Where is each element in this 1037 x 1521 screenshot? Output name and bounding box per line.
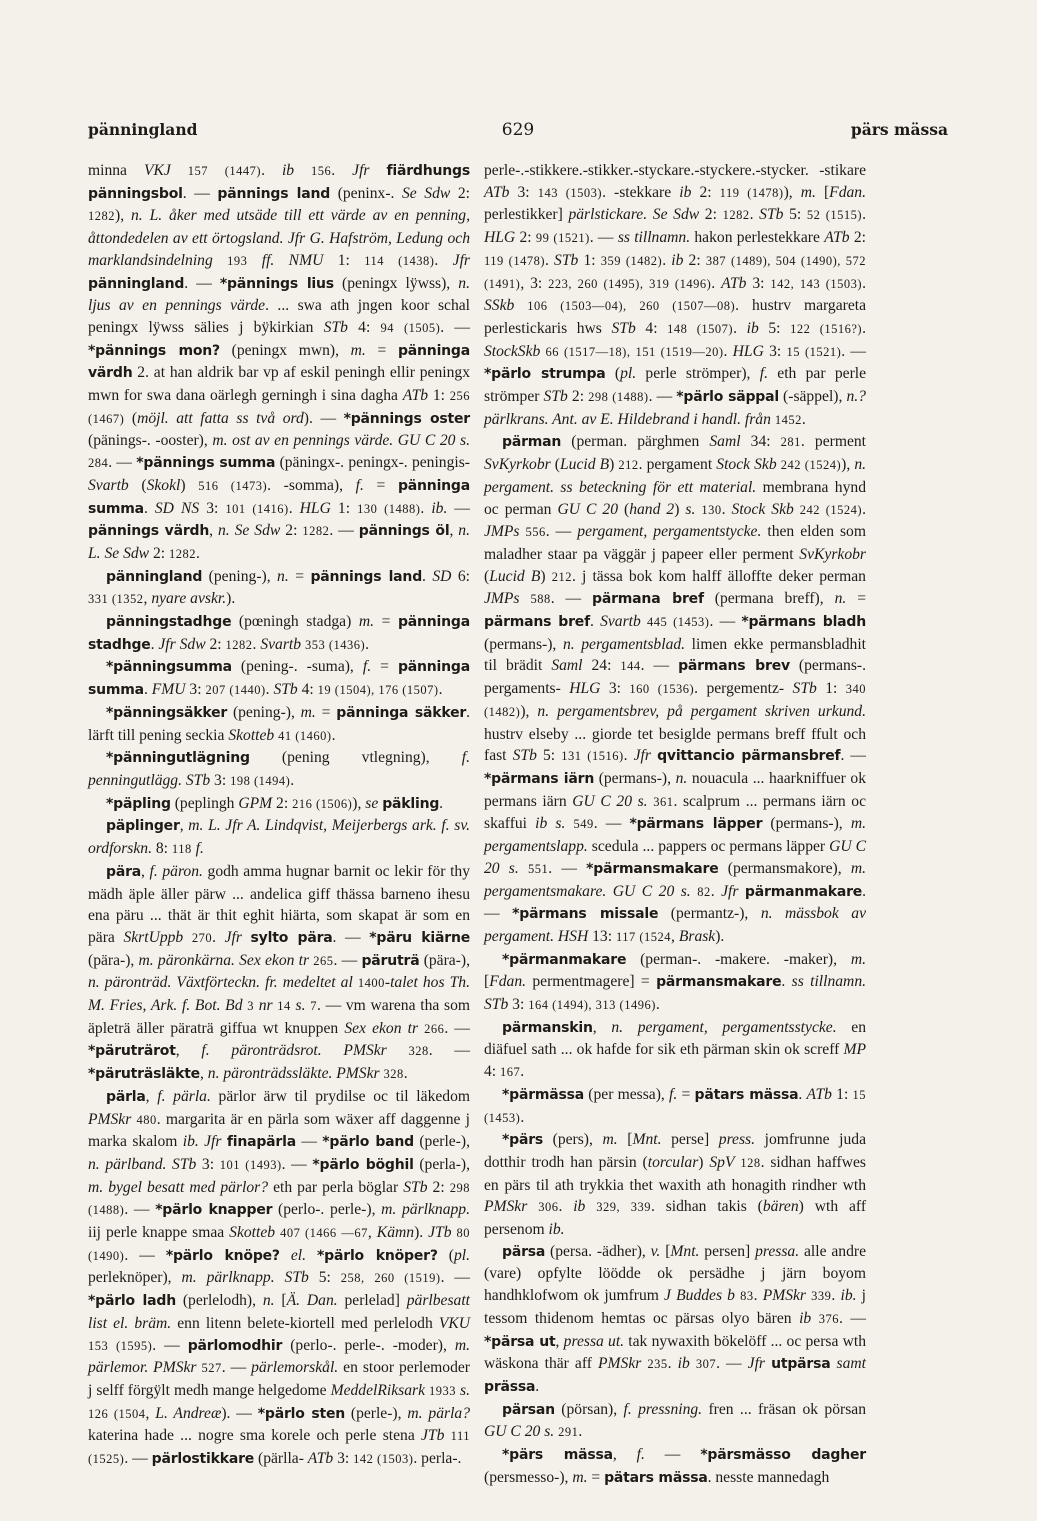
dictionary-entry: pärmanskin, n. pergament, pergamentsstycke. en diäfuel sath ... ok hafde for sik eth pärman skin ok screff MP 4: 167. <box>484 1018 867 1081</box>
dictionary-entry: *pärs mässa, f. — *pärsmässo dagher (persmesso-), m. = pätars mässa. nesste mannedagh <box>484 1446 866 1486</box>
right-column <box>484 160 867 1486</box>
dictionary-entry: pärsan (pörsan), f. pressning. fren ... fräsan ok pörsan GU C 20 s. 291. <box>484 1400 866 1441</box>
dictionary-entry: pärla, f. pärla. pärlor ärw til prydilse oc til läkedom PMSkr 480. margarita är en pärla som wäxer aff daggenne j marka skalom ib. Jfr finapärla — *pärlo band (perle-), n. pärlband. STb 3: 101 (1493). — *pärlo böghil (perla-), m. bygel besatt med pärlor? eth par perla böglar STb 2: 298 (1488). — *pärlo knapper (perlo-. perle-), m. pärlknapp. iij perle knappe smaa Skotteb 407 (1466 —67, Kämn). JTb 80 (1490). — *pärlo knöpe? el. *pärlo knöper? (pl. perleknöper), m. pärlknapp. STb 5: 258, 260 (1519). — *pärlo ladh (perlelodh), n. [Ä. Dan. perlelad] pärlbesatt list el. bräm. enn litenn belete-kiortell med perlelodh VKU 153 (1595). — pärlomodhir (perlo-. perle-. -moder), m. pärlemor. PMSkr 527. — pärlemorskål. en stoor perlemoder j selff förgÿlt medh mange helgedome MeddelRiksark 1933 s. 126 (1504, L. Andreæ). — *pärlo sten (perle-), m. pärla? katerina hade ... nogre sma korele och perle stena JTb 111 (1525). — pärlostikkare (pärlla- ATb 3: 142 (1503). perla-. <box>88 1087 471 1468</box>
dictionary-entry: minna VKJ 157 (1447). ib 156. Jfr fiärdhungs pänningsbol. — pännings land (peninx-. Se Sdw 2: 1282), n. L. åker med utsäde till ett värde av en penning, åttondedelen av ett örtogsland. Jfr G. Hafström, Ledung och marklandsindelning 193 ff. NMU 1: 114 (1438). Jfr pänningland. — *pännings lius (peningx lÿwss), n. ljus av en pennings värde. ... swa ath jngen koor schal peningx lÿwss sälies j bÿkirkian STb 4: 94 (1505). — *pännings mon? (peningx mwn), m. = pänninga värdh 2. at han aldrik bar vp af eskil peningh ellir peningx mwn for swa dana oärlegh gerningh i sina dagha ATb 1: 256 (1467) (möjl. att fatta ss två ord). — *pännings oster (pänings-. -ooster), m. ost av en pennings värde. GU C 20 s. 284. — *pännings summa (päningx-. peningx-. peningis- Svartb (Skokl) 516 (1473). -somma), f. = pänninga summa. SD NS 3: 101 (1416). HLG 1: 130 (1488). ib. — pännings värdh, n. Se Sdw 2: 1282. — pännings öl, n. L. Se Sdw 2: 1282. <box>88 162 471 562</box>
dictionary-entry: pärsa (persa. -ädher), v. [Mnt. persen] pressa. alle andre (vare) opfylte löödde ok persädhe j järn boyom handhklofwom ok jumfrum J Buddes b 83. PMSkr 339. ib. j tessom thidenom hemtas oc pärsas olyo bären ib 376. — *pärsa ut, pressa ut. tak nywaxith bökelöff ... oc persa wth wäskona thär aff PMSkr 235. ib 307. — Jfr utpärsa samt prässa. <box>484 1242 867 1395</box>
dictionary-entry: *pärmanmakare (perman-. -makere. -maker), m. [Fdan. permentmagere] = pärmansmakare. ss tillnamn. STb 3: 164 (1494), 313 (1496). <box>484 950 867 1014</box>
page-number: 629 <box>501 120 535 140</box>
dictionary-entry: *pänningsumma (pening-. -suma), f. = pänninga summa. FMU 3: 207 (1440). STb 4: 19 (1504), 176 (1507). <box>88 658 470 699</box>
dictionary-entry: *pärmässa (per messa), f. = pätars mässa. ATb 1: 15 (1453). <box>484 1085 867 1126</box>
dictionary-entry: *päpling (peplingh GPM 2: 216 (1506)), se päkling. <box>106 794 444 812</box>
dictionary-entry: perle-.-stikkere.-stikker.-styckare.-styckere.-stycker. -stikare ATb 3: 143 (1503). -stekkare ib 2: 119 (1478)), m. [Fdan. perlestikker] pärlstickare. Se Sdw 2: 1282. STb 5: 52 (1515). HLG 2: 99 (1521). — ss tillnamn. hakon perlestekkare ATb 2: 119 (1478). STb 1: 359 (1482). ib 2: 387 (1489), 504 (1490), 572 (1491), 3: 223, 260 (1495), 319 (1496). ATb 3: 142, 143 (1503). SSkb 106 (1503—04), 260 (1507—08). hustrv margareta perlestickaris hws STb 4: 148 (1507). ib 5: 122 (1516?). StockSkb 66 (1517—18), 151 (1519—20). HLG 3: 15 (1521). — *pärlo strumpa (pl. perle strömper), f. eth par perle strömper STb 2: 298 (1488). — *pärlo säppal (-säppel), n.? pärlkrans. Ant. av E. Hildebrand i handl. från 1452. <box>484 162 867 428</box>
dictionary-entry: pära, f. päron. godh amma hugnar barnit oc lekir för thy mädh äple äller pärw ... andelica giff thässa barneno ihesu ena päru ... thät är thit eghit hiärta, som skapat är som en pära SkrtUppb 270. Jfr sylto pära. — *päru kiärne (pära-), m. päronkärna. Sex ekon tr 265. — päruträ (pära-), n. päronträd. Växtförteckn. fr. medeltet al 1400-talet hos Th. M. Fries, Ark. f. Bot. Bd 3 nr 14 s. 7. — vm warena tha som äpleträ äller päraträ giffua wt knuppen Sex ekon tr 266. — *päruträrot, f. päronträdsrot. PMSkr 328. — *päruträsläkte, n. päronträdssläkte. PMSkr 328. <box>88 862 471 1083</box>
left-column <box>88 160 471 1468</box>
dictionary-entry: *pänningsäkker (pening-), m. = pänninga säkker. lärft till pening seckia Skotteb 41 (1460). <box>88 703 470 744</box>
dictionary-entry: pärman (perman. pärghmen Saml 34: 281. perment SvKyrkobr (Lucid B) 212. pergament Stock Skb 242 (1524)), n. pergament. ss beteckning för ett material. membrana hynd oc perman GU C 20 (hand 2) s. 130. Stock Skb 242 (1524). JMPs 556. — pergament, pergamentstycke. then elden som maladher staar pa väggär j papeer eller perment SvKyrkobr (Lucid B) 212. j tässa bok kom halff älloffte deker perman JMPs 588. — pärmana bref (permana breff), n. = pärmans bref. Svartb 445 (1453). — *pärmans bladh (permans-), n. pergamentsblad. limen ekke permansbladhit til brädit Saml 24: 144. — pärmans brev (permans-. pergaments- HLG 3: 160 (1536). pergementz- STb 1: 340 (1482)), n. pergamentsbrev, på pergament skriven urkund. hustrv elseby ... giorde tet besiglde permans breff ffult och fast STb 5: 131 (1516). Jfr qvittancio pärmansbref. — *pärmans iärn (permans-), n. nouacula ... haarkniffuer ok permans iärn GU C 20 s. 361. scalprum ... permans iärn oc skaffui ib s. 549. — *pärmans läpper (permans-), m. pergamentslapp. scedula ... pappers oc permans läpper GU C 20 s. 551. — *pärmansmakare (permansmakore), m. pergamentsmakare. GU C 20 s. 82. Jfr pärmanmakare. — *pärmans missale (permantz-), n. mässbok av pergament. HSH 13: 117 (1524, Brask). <box>484 433 867 945</box>
running-head <box>88 120 948 144</box>
header-left-catchword: pänningland <box>88 120 198 139</box>
dictionary-entry: *pärs (pers), m. [Mnt. perse] press. jomfrunne juda dotthir trodh han pärsin (torcular) SpV 128. sidhan haffwes en pärs til ath trykkia thet waxith ath honagith rindher wth PMSkr 306. ib 329, 339. sidhan takis (bären) wth aff persenom ib. <box>484 1131 867 1239</box>
dictionary-entry: pänningland (pening-), n. = pännings land. SD 6: 331 (1352, nyare avskr.). <box>88 567 470 608</box>
dictionary-entry: *pänningutlägning (pening vtlegning), f. penningutlägg. STb 3: 198 (1494). <box>88 749 470 789</box>
header-right-catchword: pärs mässa <box>850 120 948 139</box>
dictionary-entry: pänningstadhge (pœningh stadga) m. = pänninga stadhge. Jfr Sdw 2: 1282. Svartb 353 (1436). <box>88 613 470 653</box>
dictionary-entry: päplinger, m. L. Jfr A. Lindqvist, Meijerbergs ark. f. sv. ordforskn. 8: 118 f. <box>88 817 470 858</box>
